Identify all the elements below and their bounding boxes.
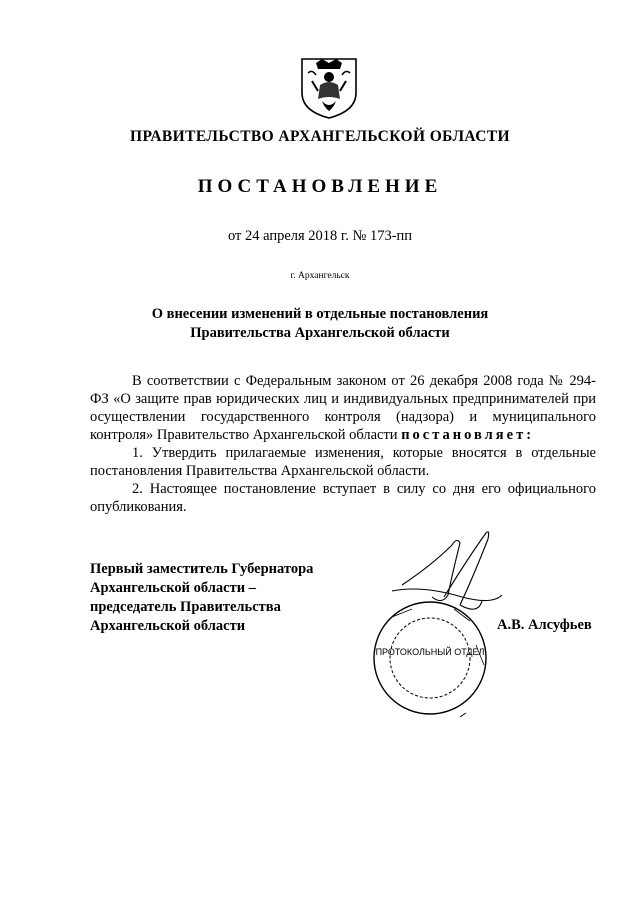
subject-line: О внесении изменений в отдельные постановления [151, 306, 489, 322]
document-subject [0, 305, 640, 343]
signatory-title-line: председатель Правительства [90, 599, 281, 615]
decision-word: постановляет: [401, 427, 535, 443]
date-number: от 24 апреля 2018 г. № 173-пп [227, 228, 413, 244]
signatory-title-line: Архангельской области [90, 618, 246, 634]
organization-title: ПРАВИТЕЛЬСТВО АРХАНГЕЛЬСКОЙ ОБЛАСТИ [129, 128, 510, 145]
handwritten-signature-icon [392, 532, 502, 609]
stamp-text: ПРОТОКОЛЬНЫЙ ОТДЕЛ [375, 647, 485, 657]
document-body [90, 372, 596, 516]
arkhangelsk-coat-of-arms-icon [298, 55, 360, 121]
item-1: 1. Утвердить прилагаемые изменения, которые вносятся в отдельные постановления Правительства Архангельской области. [90, 445, 596, 479]
signatory-title-line: Архангельской области – [90, 580, 256, 596]
preamble-paragraph [90, 372, 596, 444]
item-2: 2. Настоящее постановление вступает в силу со дня его официального опубликования. [90, 481, 596, 515]
signatory-title [90, 560, 350, 636]
document-type: ПОСТАНОВЛЕНИЕ [197, 176, 443, 197]
signatory-title-line: Первый заместитель Губернатора [90, 561, 314, 577]
city: г. Архангельск [290, 271, 350, 281]
signatory-name: А.В. Алсуфьев [497, 617, 592, 633]
subject-line: Правительства Архангельской области [190, 325, 450, 341]
preamble-text: В соответствии с Федеральным законом от 26 декабря 2008 года № 294-ФЗ «О защите прав юридических лиц и индивидуальных предпринимателей при осуществлении государственного контроля (надзора) и муниципального контроля» Правительство Архангельской области [90, 373, 596, 443]
